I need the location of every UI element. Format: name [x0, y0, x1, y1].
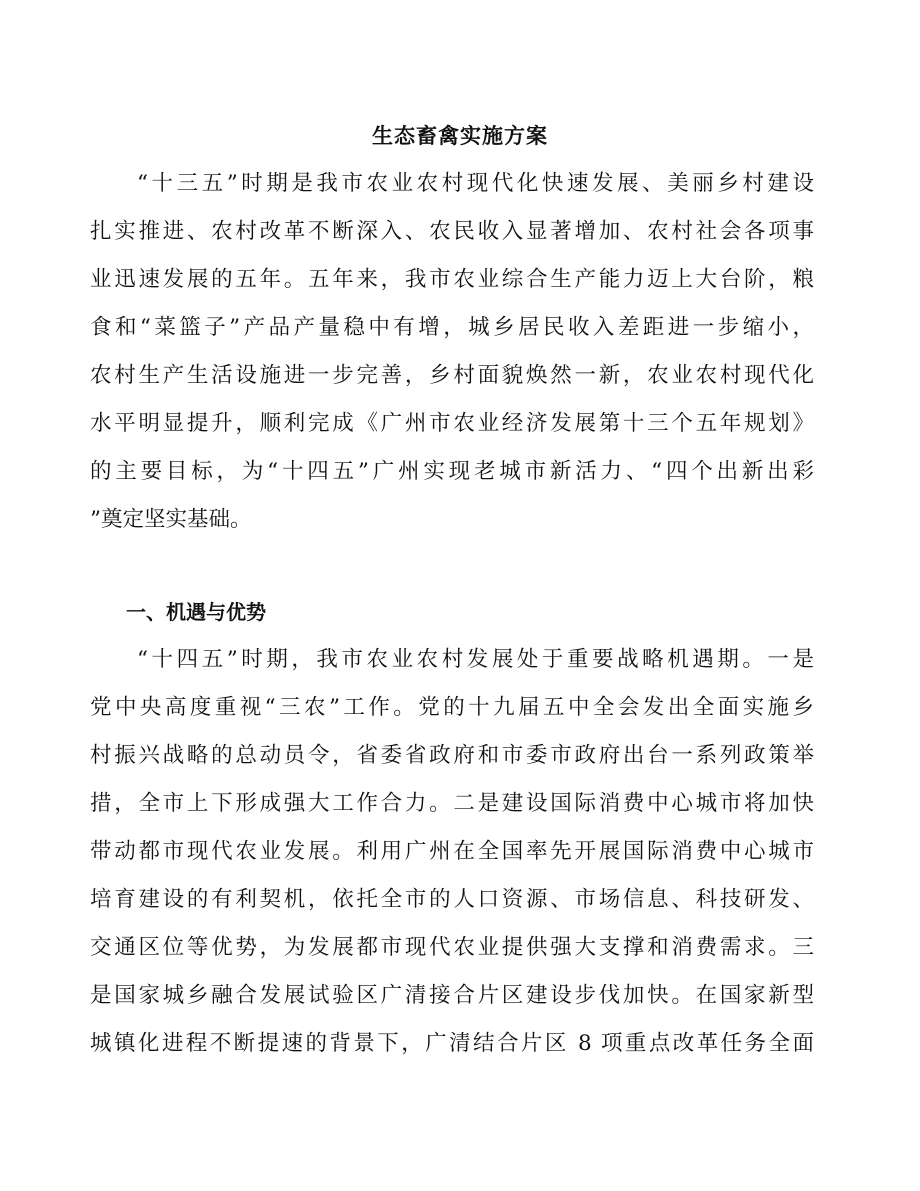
paragraph-2-line-8: 是国家城乡融合发展试验区广清接合片区建设步伐加快。在国家新型	[90, 983, 814, 1008]
paragraph-1-line-1: “十三五”时期是我市农业农村现代化快速发展、美丽乡村建设	[137, 171, 814, 196]
paragraph-1-line-5: 农村生产生活设施进一步完善，乡村面貌焕然一新，农业农村现代化	[90, 363, 814, 388]
section-heading-opportunities: 一、机遇与优势	[126, 600, 266, 624]
paragraph-2-line-7: 交通区位等优势，为发展都市现代农业提供强大支撑和消费需求。三	[90, 935, 814, 960]
paragraph-2-line-2: 党中央高度重视“三农”工作。党的十九届五中全会发出全面实施乡	[90, 695, 814, 720]
paragraph-1-line-2: 扎实推进、农村改革不断深入、农民收入显著增加、农村社会各项事	[90, 219, 814, 244]
paragraph-1-line-6: 水平明显提升，顺利完成《广州市农业经济发展第十三个五年规划》	[90, 411, 814, 436]
paragraph-2-line-4: 措，全市上下形成强大工作合力。二是建设国际消费中心城市将加快	[90, 791, 814, 816]
paragraph-1-line-7: 的主要目标，为“十四五”广州实现老城市新活力、“四个出新出彩	[90, 459, 814, 484]
paragraph-1-line-4: 食和“菜篮子”产品产量稳中有增，城乡居民收入差距进一步缩小，	[90, 315, 814, 340]
paragraph-2-line-9: 城镇化进程不断提速的背景下，广清结合片区 8 项重点改革任务全面	[90, 1031, 814, 1056]
paragraph-1-line-8: ”奠定坚实基础。	[90, 507, 252, 532]
paragraph-2-line-3: 村振兴战略的总动员令，省委省政府和市委市政府出台一系列政策举	[90, 743, 814, 768]
paragraph-1-line-3: 业迅速发展的五年。五年来，我市农业综合生产能力迈上大台阶，粮	[90, 267, 814, 292]
paragraph-2-line-6: 培育建设的有利契机，依托全市的人口资源、市场信息、科技研发、	[90, 887, 814, 912]
document-title: 生态畜禽实施方案	[372, 124, 548, 148]
paragraph-2-line-5: 带动都市现代农业发展。利用广州在全国率先开展国际消费中心城市	[90, 839, 814, 864]
paragraph-2-line-1: “十四五”时期，我市农业农村发展处于重要战略机遇期。一是	[137, 647, 814, 672]
